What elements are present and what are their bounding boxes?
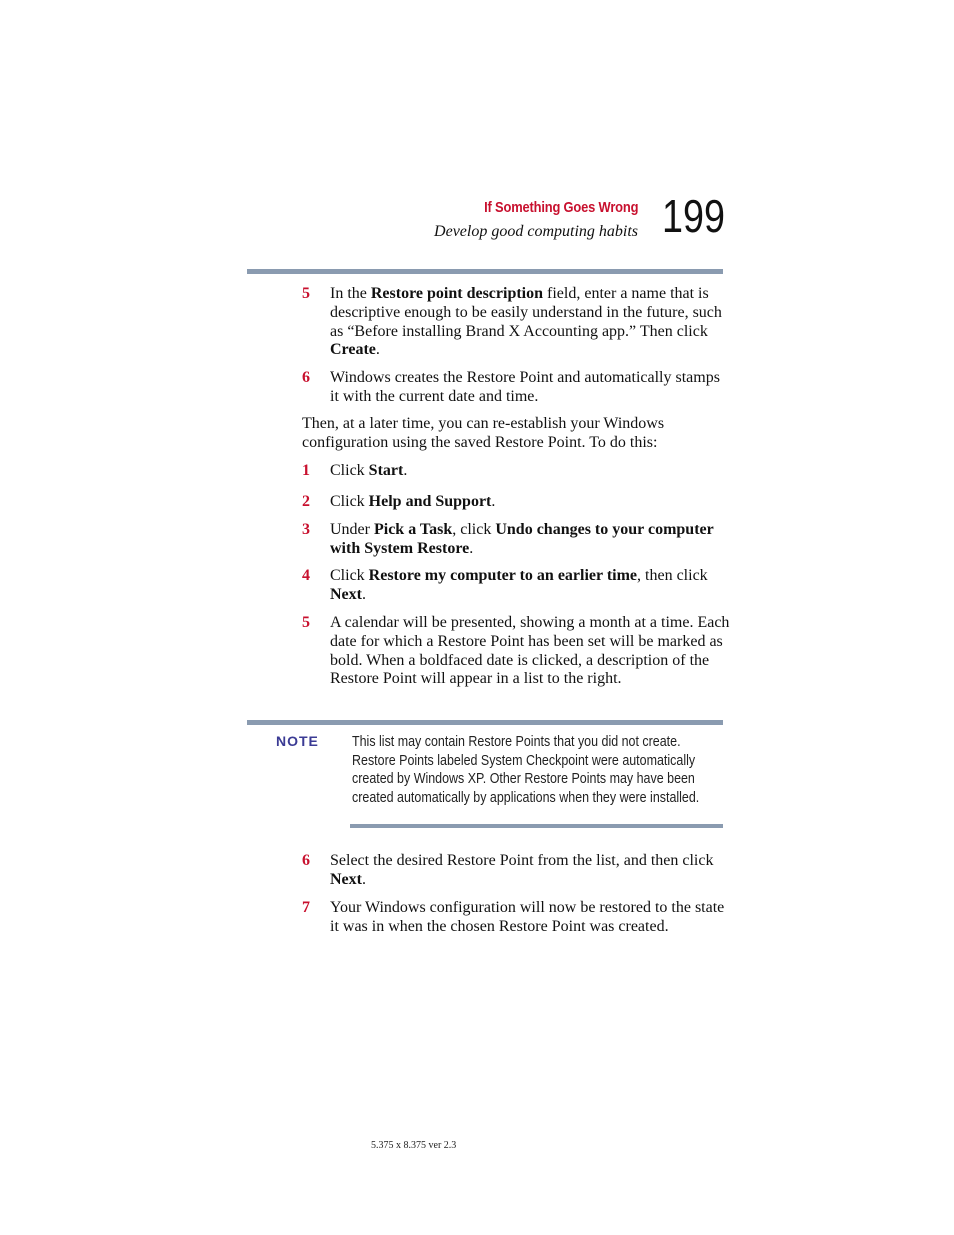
step-number: 6 bbox=[302, 852, 310, 869]
chapter-title: If Something Goes Wrong bbox=[483, 199, 638, 216]
section-title: Develop good computing habits bbox=[434, 223, 638, 240]
step-number: 6 bbox=[302, 369, 310, 386]
bold-text: Create bbox=[330, 341, 376, 359]
step-text bbox=[330, 521, 732, 559]
text-run: Windows creates the Restore Point and automatically stamps it with the current date and time. bbox=[330, 369, 720, 405]
bold-text: Pick a Task bbox=[373, 521, 453, 538]
text-run: . bbox=[469, 539, 474, 557]
text-run: Under bbox=[330, 521, 374, 538]
text-run: field, enter a name that is descriptive enough to be easily understand in the future, such as “Before installing Brand X Accounting app.” Then click bbox=[330, 285, 722, 340]
text-run: . bbox=[375, 341, 380, 359]
text-run: Click bbox=[330, 493, 369, 510]
step-text bbox=[330, 493, 732, 512]
step-item bbox=[302, 493, 732, 512]
bold-text: Restore my computer to an earlier time bbox=[368, 567, 638, 584]
step-item bbox=[302, 369, 732, 407]
bold-text: Next bbox=[330, 585, 362, 603]
text-run: Click bbox=[330, 462, 369, 479]
step-text bbox=[330, 852, 732, 890]
header-rule bbox=[247, 269, 723, 274]
bold-text: Next bbox=[330, 870, 362, 888]
step-item bbox=[302, 285, 732, 360]
step-text bbox=[330, 899, 732, 937]
note-bottom-rule bbox=[350, 824, 723, 828]
step-item bbox=[302, 899, 732, 937]
step-item bbox=[302, 462, 732, 481]
step-number: 5 bbox=[302, 285, 310, 302]
step-text bbox=[330, 462, 732, 481]
step-number: 7 bbox=[302, 899, 310, 916]
note-text: This list may contain Restore Points that you did not create. Restore Points labeled System Checkpoint were automatically created by Windows XP. Other Restore Points may have been created automatically by applications when they were installed. bbox=[352, 734, 700, 806]
text-run: . bbox=[403, 462, 408, 479]
text-run: Your Windows configuration will now be restored to the state it was in when the chosen Restore Point was created. bbox=[330, 899, 725, 935]
text-run: A calendar will be presented, showing a month at a time. Each date for which a Restore Point has been set will be marked as bold. When a boldfaced date is clicked, a description of the Restore Point will appear in a list to the right. bbox=[330, 614, 730, 688]
step-text bbox=[330, 285, 732, 360]
footer-print-spec: 5.375 x 8.375 ver 2.3 bbox=[371, 1140, 457, 1151]
step-item bbox=[302, 567, 732, 605]
step-text bbox=[330, 614, 732, 689]
text-run: . bbox=[361, 870, 366, 888]
page-number: 199 bbox=[662, 190, 725, 242]
step-number: 4 bbox=[302, 567, 310, 584]
step-item bbox=[302, 614, 732, 689]
bold-text: Undo changes to your computer with System Restore bbox=[330, 521, 714, 557]
text-run: Click bbox=[330, 567, 369, 584]
note-label: NOTE bbox=[276, 733, 319, 749]
text-run: Select the desired Restore Point from the list, and then click bbox=[330, 852, 714, 869]
step-text bbox=[330, 369, 732, 407]
text-run: In the bbox=[330, 285, 371, 302]
text-run: , click bbox=[452, 521, 496, 538]
text-run: , then click bbox=[637, 567, 708, 584]
step-item bbox=[302, 852, 732, 890]
note-top-rule bbox=[247, 720, 723, 725]
bold-text: Help and Support bbox=[368, 493, 492, 510]
text-run: . bbox=[491, 493, 496, 510]
step-number: 2 bbox=[302, 493, 310, 510]
text-run: . bbox=[361, 585, 366, 603]
step-number: 1 bbox=[302, 462, 310, 479]
bold-text: Restore point description bbox=[370, 285, 544, 302]
body-paragraph: Then, at a later time, you can re-establish your Windows configuration using the saved Restore Point. To do this: bbox=[302, 415, 665, 451]
step-text bbox=[330, 567, 732, 605]
step-number: 5 bbox=[302, 614, 310, 631]
bold-text: Start bbox=[368, 462, 404, 479]
step-number: 3 bbox=[302, 521, 310, 538]
step-item bbox=[302, 521, 732, 559]
